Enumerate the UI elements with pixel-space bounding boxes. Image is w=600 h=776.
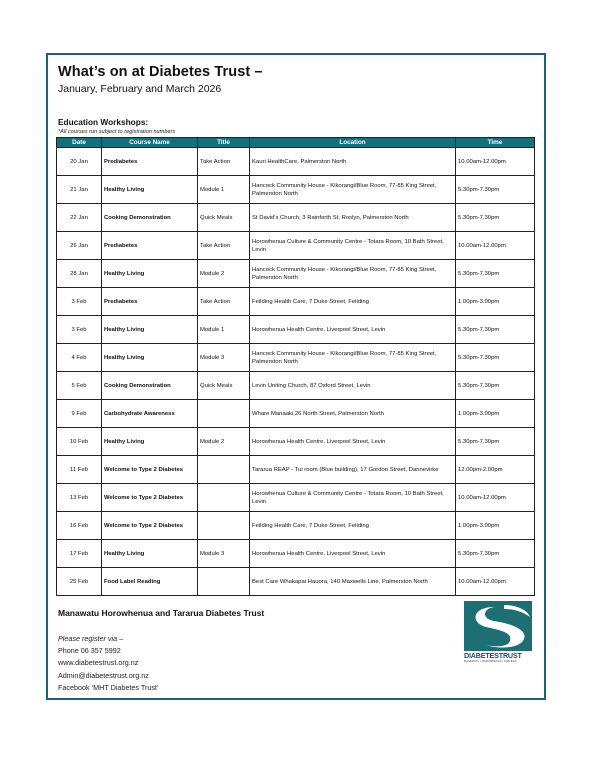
cell-date: 22 Jan xyxy=(57,204,102,232)
cell-date: 28 Jan xyxy=(57,260,102,288)
cell-date: 10 Feb xyxy=(57,428,102,456)
cell-location: Feilding Health Care, 7 Duke Street, Feilding xyxy=(250,288,456,316)
cell-location: Feilding Health Care, 7 Duke Street, Feilding xyxy=(250,512,456,540)
email-link[interactable]: Admin@diabetestrust.org.nz xyxy=(58,670,149,680)
logo-wordmark xyxy=(464,651,536,660)
cell-course-name: Healthy Living xyxy=(102,260,198,288)
cell-time: 5.30pm-7.30pm xyxy=(456,344,535,372)
cell-date: 4 Feb xyxy=(57,344,102,372)
cell-location: Hancock Community House - Kikorangi/Blue Room, 77-85 King Street, Palmerston North xyxy=(250,260,456,288)
cell-title: Take Action xyxy=(198,148,250,176)
logo-swoosh-icon xyxy=(464,601,532,651)
cell-location: Tararua REAP - Tui room (Blue building), 17 Gordon Street, Dannevirke xyxy=(250,456,456,484)
cell-title: Quick Meals xyxy=(198,204,250,232)
cell-date: 3 Feb xyxy=(57,288,102,316)
table-row xyxy=(57,540,535,568)
cell-course-name: Cooking Demonstration xyxy=(102,372,198,400)
cell-title: Module 2 xyxy=(198,260,250,288)
register-prompt: Please register via – xyxy=(58,634,124,643)
cell-time: 5.30pm-7.30pm xyxy=(456,372,535,400)
cell-course-name: Healthy Living xyxy=(102,428,198,456)
cell-title: Module 3 xyxy=(198,540,250,568)
cell-location: Whare Manaaki,26 North Street, Palmerston North xyxy=(250,400,456,428)
table-row xyxy=(57,512,535,540)
table-row xyxy=(57,288,535,316)
cell-course-name: Cooking Demonstration xyxy=(102,204,198,232)
cell-date: 20 Jan xyxy=(57,148,102,176)
registration-note: *All courses run subject to registration numbers xyxy=(58,129,176,135)
cell-time: 5.30pm-7.30pm xyxy=(456,428,535,456)
column-header-title: Title xyxy=(198,138,250,148)
cell-time: 5.30pm-7.30pm xyxy=(456,316,535,344)
cell-location: St David’s Church, 3 Rainforth St, Roslyn, Palmerston North xyxy=(250,204,456,232)
cell-course-name: Healthy Living xyxy=(102,176,198,204)
table-row xyxy=(57,428,535,456)
cell-location: Hancock Community House - Kikorangi/Blue Room, 77-85 King Street, Palmerston North xyxy=(250,176,456,204)
website-link[interactable]: www.diabetestrust.org.nz xyxy=(58,658,139,668)
cell-course-name: Welcome to Type 2 Diabetes xyxy=(102,456,198,484)
cell-title xyxy=(198,484,250,512)
cell-time: 10.00am-12.00pm xyxy=(456,148,535,176)
logo-subtext: MANAWATU | HOROWHENUA | TARARUA xyxy=(464,660,517,663)
table-row xyxy=(57,456,535,484)
logo-word-diabetes: DIABETES xyxy=(464,651,499,660)
cell-title: Quick Meals xyxy=(198,372,250,400)
column-header-location: Location xyxy=(250,138,456,148)
table-header-row xyxy=(57,138,535,148)
column-header-time: Time xyxy=(456,138,535,148)
cell-date: 16 Feb xyxy=(57,512,102,540)
cell-time: 10.00am-12.00pm xyxy=(456,568,535,596)
cell-title xyxy=(198,568,250,596)
table-row xyxy=(57,316,535,344)
cell-time: 5.30pm-7.30pm xyxy=(456,204,535,232)
table-row xyxy=(57,400,535,428)
cell-title: Module 3 xyxy=(198,344,250,372)
cell-location: Horowhenua Culture & Community Centre - Totara Room, 10 Bath Street, Levin xyxy=(250,484,456,512)
diabetes-trust-logo xyxy=(464,601,532,665)
table-row xyxy=(57,204,535,232)
cell-location: Horowhenua Health Centre, Liverpool Street, Levin xyxy=(250,540,456,568)
cell-course-name: Prediabetes xyxy=(102,288,198,316)
cell-course-name: Welcome to Type 2 Diabetes xyxy=(102,484,198,512)
cell-time: 1.00pm-3.00pm xyxy=(456,512,535,540)
cell-date: 17 Feb xyxy=(57,540,102,568)
cell-date: 13 Feb xyxy=(57,484,102,512)
cell-date: 11 Feb xyxy=(57,456,102,484)
page-title: What’s on at Diabetes Trust – xyxy=(58,64,263,80)
cell-date: 25 Feb xyxy=(57,568,102,596)
cell-title xyxy=(198,400,250,428)
table-row xyxy=(57,148,535,176)
cell-time: 12.00pm-2.00pm xyxy=(456,456,535,484)
table-row xyxy=(57,344,535,372)
cell-location: Kauri HealthCare, Palmerston North xyxy=(250,148,456,176)
table-row xyxy=(57,176,535,204)
column-header-course: Course Name xyxy=(102,138,198,148)
cell-title xyxy=(198,512,250,540)
cell-title: Module 1 xyxy=(198,316,250,344)
organization-name: Manawatu Horowhenua and Tararua Diabetes Trust xyxy=(58,608,265,618)
cell-title xyxy=(198,456,250,484)
table-row xyxy=(57,260,535,288)
cell-time: 1.00pm-3.00pm xyxy=(456,288,535,316)
workshop-schedule-table xyxy=(56,137,535,596)
cell-time: 5.30pm-7.30pm xyxy=(456,176,535,204)
flyer-frame xyxy=(46,53,546,700)
cell-course-name: Prediabetes xyxy=(102,232,198,260)
cell-location: Horowhenua Culture & Community Centre - Totara Room, 10 Bath Street, Levin xyxy=(250,232,456,260)
cell-course-name: Carbohydrate Awareness xyxy=(102,400,198,428)
cell-course-name: Food Label Reading xyxy=(102,568,198,596)
cell-location: Horowhenua Health Centre, Liverpool Street, Levin xyxy=(250,428,456,456)
cell-course-name: Healthy Living xyxy=(102,540,198,568)
table-row xyxy=(57,568,535,596)
cell-time: 5.30pm-7.30pm xyxy=(456,260,535,288)
table-row xyxy=(57,232,535,260)
cell-date: 3 Feb xyxy=(57,316,102,344)
cell-course-name: Welcome to Type 2 Diabetes xyxy=(102,512,198,540)
logo-word-trust: TRUST xyxy=(498,651,522,660)
table-row xyxy=(57,372,535,400)
cell-course-name: Healthy Living xyxy=(102,344,198,372)
cell-date: 5 Feb xyxy=(57,372,102,400)
cell-title: Take Action xyxy=(198,288,250,316)
cell-location: Hancock Community House - Kikorangi/Blue Room, 77-85 King Street, Palmerston North xyxy=(250,344,456,372)
cell-date: 21 Jan xyxy=(57,176,102,204)
column-header-date: Date xyxy=(57,138,102,148)
facebook-link[interactable]: Facebook ‘MHT Diabetes Trust’ xyxy=(58,682,159,692)
cell-time: 10.00am-12.00pm xyxy=(456,484,535,512)
page-subtitle: January, February and March 2026 xyxy=(58,83,222,95)
cell-title: Module 2 xyxy=(198,428,250,456)
phone-number: Phone 06 357 5992 xyxy=(58,646,121,656)
cell-title: Module 1 xyxy=(198,176,250,204)
cell-date: 26 Jan xyxy=(57,232,102,260)
cell-location: Best Care Whakapai Hauora, 140 Maxwells Line, Palmerston North xyxy=(250,568,456,596)
cell-title: Take Action xyxy=(198,232,250,260)
cell-time: 5.30pm-7.30pm xyxy=(456,540,535,568)
cell-location: Horowhenua Health Centre, Liverpool Street, Levin xyxy=(250,316,456,344)
section-heading: Education Workshops: xyxy=(58,117,149,127)
cell-location: Levin Uniting Church, 87 Oxford Street, Levin xyxy=(250,372,456,400)
logo-swoosh-graphic xyxy=(464,601,532,651)
cell-course-name: Healthy Living xyxy=(102,316,198,344)
contact-details xyxy=(58,633,159,694)
cell-time: 10.00am-12.00pm xyxy=(456,232,535,260)
cell-time: 1.00pm-3.00pm xyxy=(456,400,535,428)
cell-course-name: Prediabetes xyxy=(102,148,198,176)
cell-date: 9 Feb xyxy=(57,400,102,428)
table-row xyxy=(57,484,535,512)
